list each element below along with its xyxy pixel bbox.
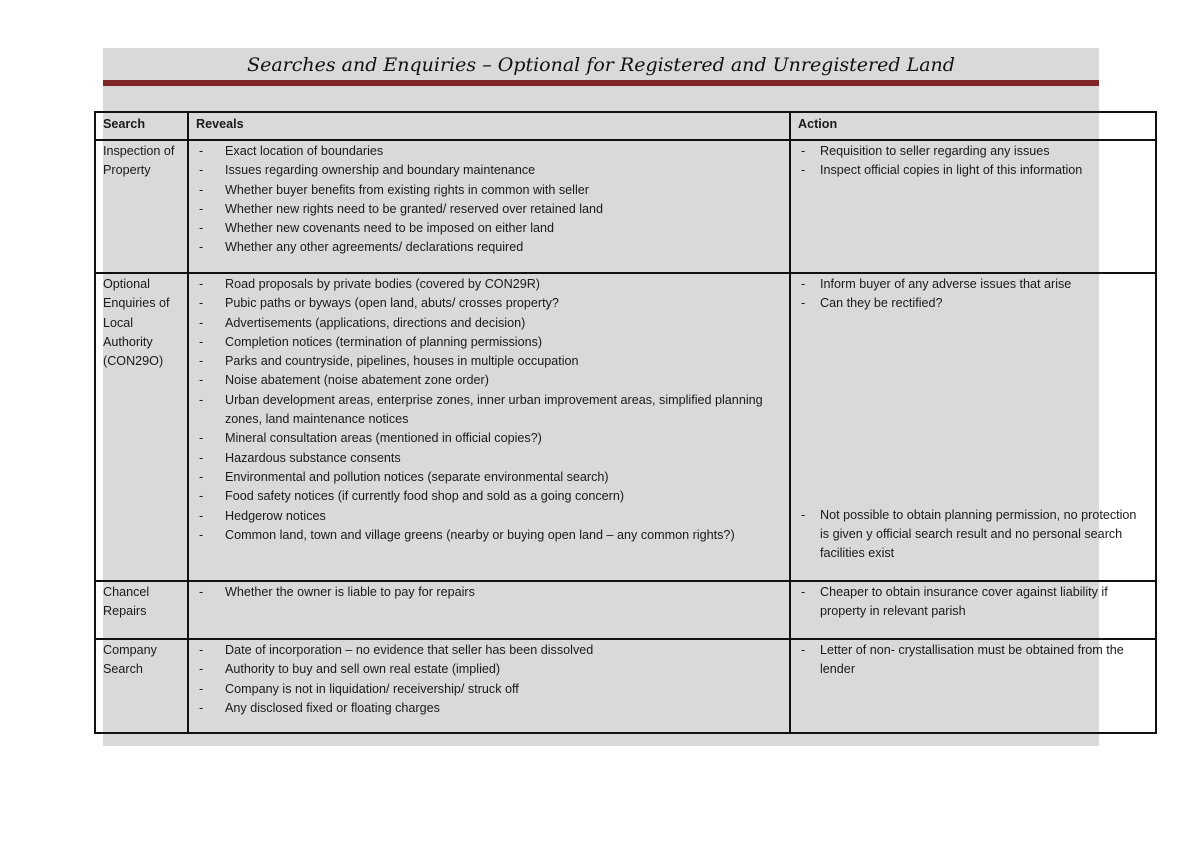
header-action: Action (790, 112, 1156, 140)
list-item: - Cheaper to obtain insurance cover against liability if property in relevant parish (798, 583, 1148, 622)
search-cell: Chancel Repairs (95, 581, 188, 639)
action-list (798, 142, 1148, 181)
list-item: - Environmental and pollution notices (separate environmental search) (196, 468, 782, 487)
list-item: - Road proposals by private bodies (covered by CON29R) (196, 275, 782, 294)
action-cell (790, 581, 1156, 639)
list-item: - Whether buyer benefits from existing rights in common with seller (196, 181, 782, 200)
list-item: - Completion notices (termination of planning permissions) (196, 333, 782, 352)
header-row (95, 112, 1156, 140)
action-cell (790, 273, 1156, 581)
list-item: - Company is not in liquidation/ receivership/ struck off (196, 680, 782, 699)
action-cell (790, 140, 1156, 273)
list-item: - Mineral consultation areas (mentioned in official copies?) (196, 429, 782, 448)
list-item: - Whether new covenants need to be imposed on either land (196, 219, 782, 238)
list-item: - Common land, town and village greens (nearby or buying open land – any common rights?) (196, 526, 782, 545)
header-search: Search (95, 112, 188, 140)
list-item: - Urban development areas, enterprise zones, inner urban improvement areas, simplified planning zones, land maintenance notices (196, 391, 782, 430)
list-item: - Whether the owner is liable to pay for repairs (196, 583, 782, 602)
list-item: - Whether new rights need to be granted/ reserved over retained land (196, 200, 782, 219)
searches-table (94, 111, 1157, 734)
reveals-list (196, 583, 782, 602)
list-item: - Food safety notices (if currently food shop and sold as a going concern) (196, 487, 782, 506)
list-item: - Exact location of boundaries (196, 142, 782, 161)
list-item: - Inform buyer of any adverse issues that arise (798, 275, 1148, 294)
action-spacer (798, 314, 1148, 506)
search-cell: Inspection of Property (95, 140, 188, 273)
list-item: - Date of incorporation – no evidence that seller has been dissolved (196, 641, 782, 660)
list-item: - Can they be rectified? (798, 294, 1148, 313)
reveals-list (196, 641, 782, 718)
list-item: - Hazardous substance consents (196, 449, 782, 468)
reveals-list (196, 142, 782, 258)
reveals-list (196, 275, 782, 545)
action-list-bottom (798, 506, 1148, 564)
list-item: - Advertisements (applications, directions and decision) (196, 314, 782, 333)
table-row (95, 639, 1156, 733)
list-item: - Letter of non- crystallisation must be obtained from the lender (798, 641, 1148, 680)
list-item: - Authority to buy and sell own real estate (implied) (196, 660, 782, 679)
table-row (95, 581, 1156, 639)
table-row (95, 140, 1156, 273)
search-cell: Optional Enquiries of Local Authority (CON29O) (95, 273, 188, 581)
list-item: - Hedgerow notices (196, 507, 782, 526)
reveals-cell (188, 273, 790, 581)
list-item: - Pubic paths or byways (open land, abuts/ crosses property? (196, 294, 782, 313)
reveals-cell (188, 581, 790, 639)
action-cell (790, 639, 1156, 733)
list-item: - Requisition to seller regarding any issues (798, 142, 1148, 161)
table-row (95, 273, 1156, 581)
list-item: - Noise abatement (noise abatement zone order) (196, 371, 782, 390)
list-item: - Parks and countryside, pipelines, houses in multiple occupation (196, 352, 782, 371)
search-cell: Company Search (95, 639, 188, 733)
reveals-cell (188, 639, 790, 733)
list-item: - Issues regarding ownership and boundary maintenance (196, 161, 782, 180)
reveals-cell (188, 140, 790, 273)
header-reveals: Reveals (188, 112, 790, 140)
action-list (798, 641, 1148, 680)
title-underline (103, 80, 1099, 86)
action-list (798, 275, 1148, 314)
action-list (798, 583, 1148, 622)
list-item: - Inspect official copies in light of this information (798, 161, 1148, 180)
list-item: - Any disclosed fixed or floating charges (196, 699, 782, 718)
list-item: - Not possible to obtain planning permission, no protection is given y official search result and no personal search facilities exist (798, 506, 1148, 564)
page-title: Searches and Enquiries – Optional for Registered and Unregistered Land (247, 54, 955, 76)
list-item: - Whether any other agreements/ declarations required (196, 238, 782, 257)
